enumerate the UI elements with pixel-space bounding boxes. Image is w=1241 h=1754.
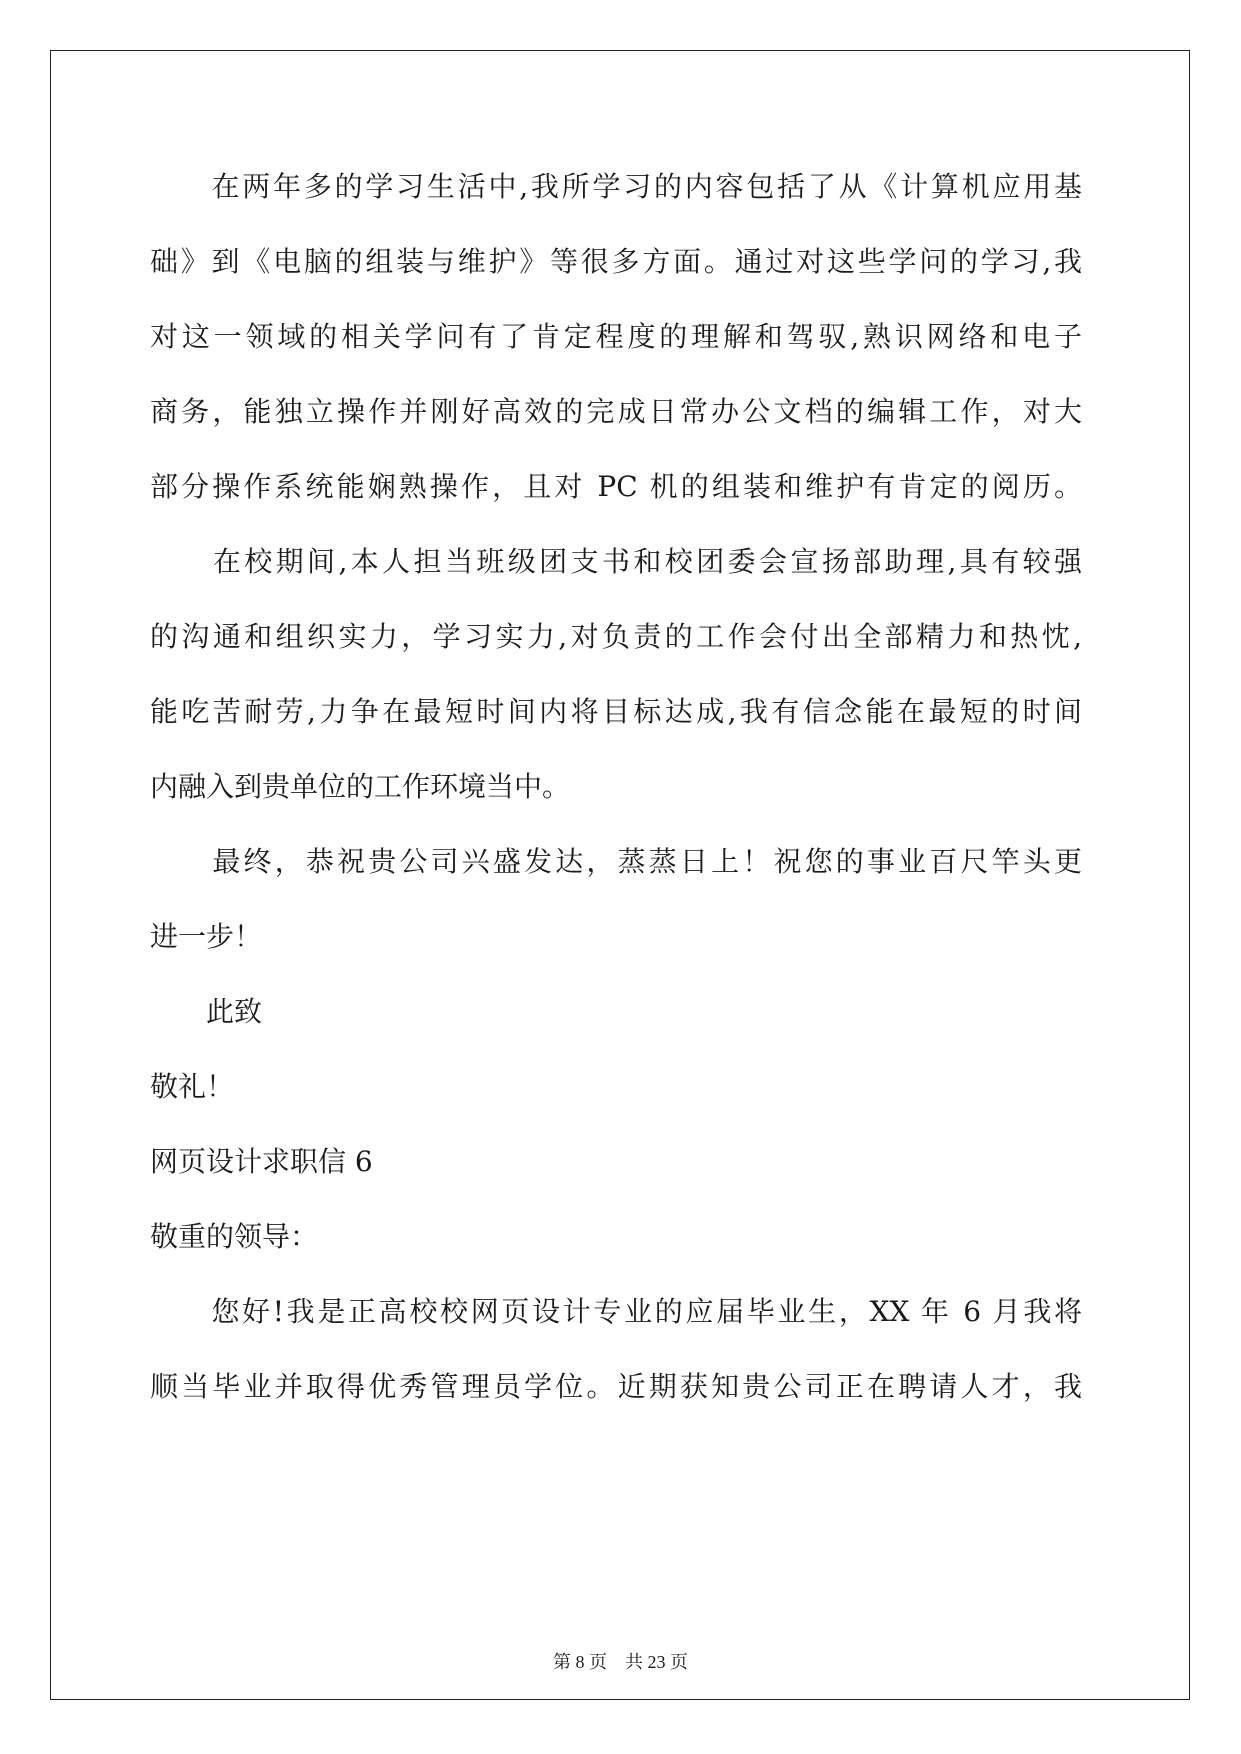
paragraph-line: 最终，恭祝贵公司兴盛发达，蒸蒸日上！祝您的事业百尺竿头更 [150,845,1082,878]
page-total: 共 23 页 [625,1652,688,1672]
page-footer [0,1650,1241,1674]
paragraph-line: 顺当毕业并取得优秀管理员学位。近期获知贵公司正在聘请人才，我 [150,1370,1082,1403]
paragraph-line: 部分操作系统能娴熟操作，且对 PC 机的组装和维护有肯定的阅历。 [150,470,1082,503]
paragraph-line: 的沟通和组织实力，学习实力,对负责的工作会付出全部精力和热忱, [150,620,1082,653]
page-number: 第 8 页 [553,1652,607,1672]
paragraph-line: 进一步！ [150,920,263,953]
paragraph-line: 内融入到贵单位的工作环境当中。 [150,770,571,803]
closing-line: 此致 [150,995,263,1028]
greeting-line: 敬重的领导： [150,1220,319,1253]
paragraph-line: 您好!我是正高校校网页设计专业的应届毕业生，XX 年 6 月我将 [150,1295,1082,1328]
section-title: 网页设计求职信 6 [150,1145,373,1178]
paragraph-line: 能吃苦耐劳,力争在最短时间内将目标达成,我有信念能在最短的时间 [150,695,1082,728]
paragraph-line: 商务，能独立操作并刚好高效的完成日常办公文档的编辑工作，对大 [150,395,1082,428]
paragraph-line: 对这一领域的相关学问有了肯定程度的理解和驾驭,熟识网络和电子 [150,320,1082,353]
paragraph-line: 在两年多的学习生活中,我所学习的内容包括了从《计算机应用基 [150,170,1082,203]
salutation-line: 敬礼！ [150,1070,235,1103]
paragraph-line: 在校期间,本人担当班级团支书和校团委会宣扬部助理,具有较强 [150,545,1082,578]
paragraph-line: 础》到《电脑的组装与维护》等很多方面。通过对这些学问的学习,我 [150,245,1082,278]
